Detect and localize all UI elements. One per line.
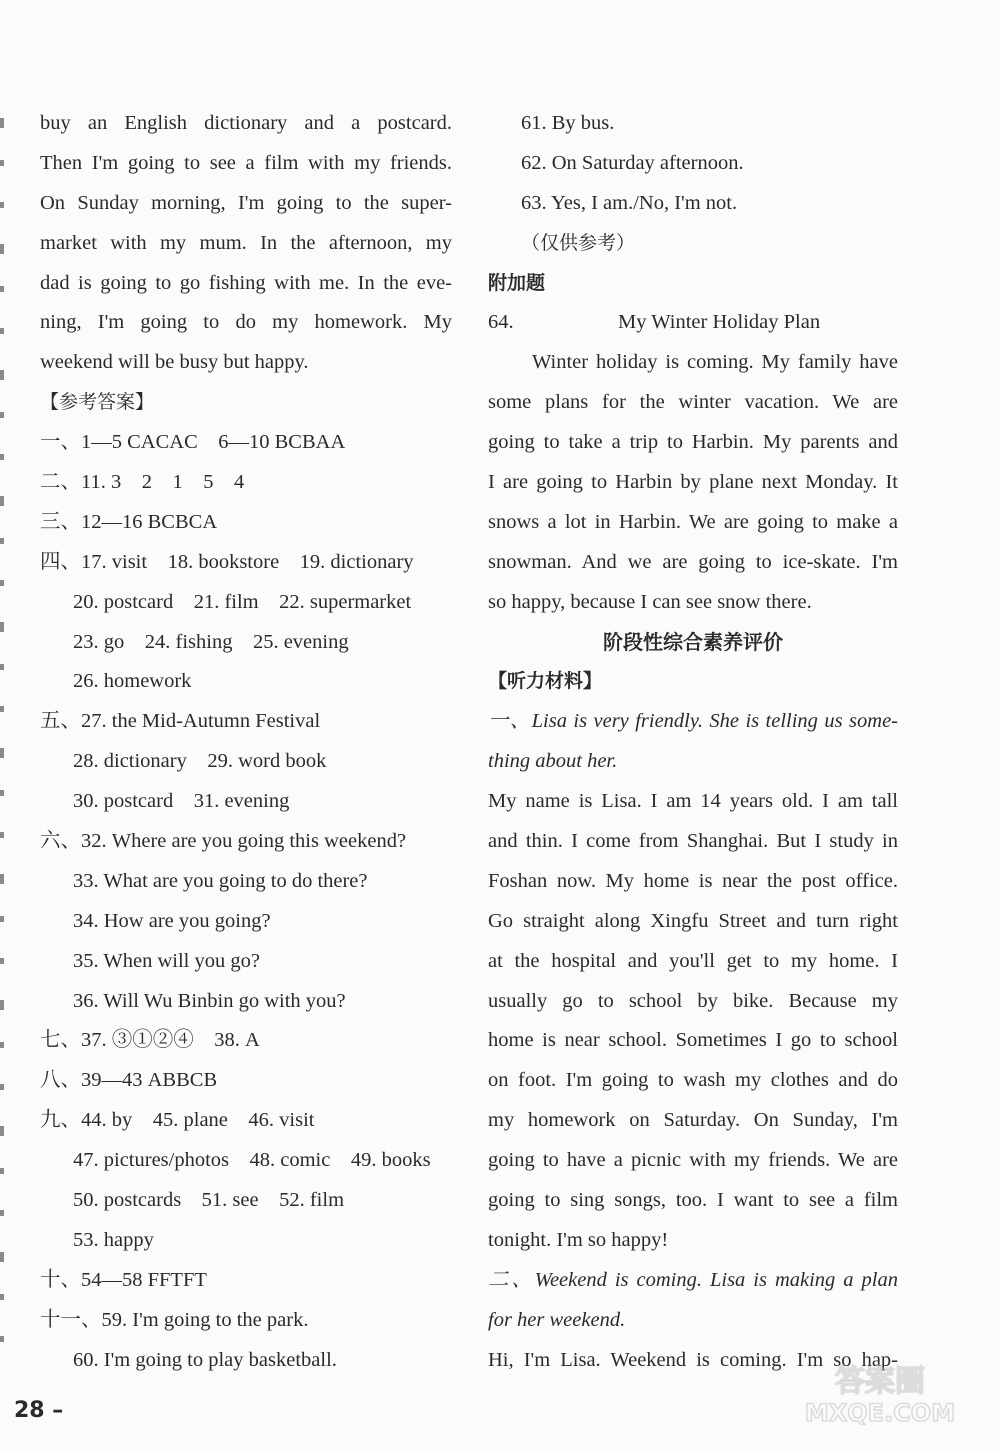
answers-continued bbox=[488, 104, 898, 303]
text-line: Go straight along Xingfu Street and turn right bbox=[488, 909, 898, 932]
essay-and-listening bbox=[488, 343, 898, 1380]
text-line: weekend will be busy but happy. bbox=[40, 351, 309, 374]
spine-tick bbox=[0, 748, 4, 758]
text-line: I are going to Harbin by plane next Monday. It bbox=[488, 471, 898, 494]
text-line: 35. When will you go? bbox=[73, 949, 260, 972]
spine-tick bbox=[0, 244, 4, 254]
essay-title: My Winter Holiday Plan bbox=[618, 311, 821, 334]
text-line: going to have a picnic with my friends. We are bbox=[488, 1149, 898, 1172]
text-line: thing about her. bbox=[488, 750, 618, 773]
text-line: and thin. I come from Shanghai. But I study in bbox=[488, 830, 898, 853]
watermark-line-2: MXQE.COM bbox=[804, 1399, 956, 1427]
text-line: 23. go 24. fishing 25. evening bbox=[73, 630, 349, 653]
watermark-line-1: 答案圈 bbox=[835, 1364, 925, 1399]
text-line: snows a lot in Harbin. We are going to make a bbox=[488, 510, 898, 533]
text-line: （仅供参考） bbox=[521, 231, 636, 254]
text-line: 【听力材料】 bbox=[488, 670, 603, 693]
text-line: 20. postcard 21. film 22. supermarket bbox=[73, 590, 412, 613]
text-line: going to sing songs, too. I want to see a film bbox=[488, 1189, 898, 1212]
text-line: 63. Yes, I am./No, I'm not. bbox=[521, 191, 738, 214]
page-number: 28 – bbox=[14, 1398, 64, 1423]
text-line: on foot. I'm going to wash my clothes and do bbox=[488, 1069, 898, 1092]
spine-tick bbox=[0, 916, 4, 922]
text-line: 50. postcards 51. see 52. film bbox=[73, 1189, 345, 1212]
spine-tick bbox=[0, 286, 4, 292]
spine-tick bbox=[0, 1000, 4, 1010]
text-line: 36. Will Wu Binbin go with you? bbox=[73, 989, 346, 1012]
spine-tick bbox=[0, 454, 4, 460]
text-line: ning, I'm going to do my homework. My bbox=[40, 311, 452, 334]
text-line: usually go to school by bike. Because my bbox=[488, 989, 898, 1012]
spine-tick bbox=[0, 328, 4, 334]
page-spine-marks bbox=[0, 110, 8, 1370]
text-line: 五、27. the Mid-Autumn Festival bbox=[40, 710, 321, 733]
text-line: 九、44. by 45. plane 46. visit bbox=[40, 1109, 315, 1132]
text-line: 一、Lisa is very friendly. She is telling us some- bbox=[488, 710, 898, 733]
spine-tick bbox=[0, 370, 4, 380]
text-line: dad is going to go fishing with me. In the eve- bbox=[40, 271, 452, 294]
spine-tick bbox=[0, 622, 4, 632]
text-line: my homework on Saturday. On Sunday, I'm bbox=[488, 1109, 898, 1132]
spine-tick bbox=[0, 706, 4, 712]
spine-tick bbox=[0, 874, 4, 884]
text-line: some plans for the winter vacation. We are bbox=[488, 391, 898, 414]
spine-tick bbox=[0, 664, 4, 670]
spine-tick bbox=[0, 1126, 4, 1136]
text-line: buy an English dictionary and a postcard. bbox=[40, 112, 452, 134]
text-line: 二、11. 3 2 1 5 4 bbox=[40, 471, 245, 494]
text-line: at the hospital and you'll get to my home. I bbox=[488, 949, 898, 972]
text-line: 附加题 bbox=[488, 271, 546, 294]
text-line: 八、39—43 ABBCB bbox=[40, 1069, 218, 1092]
essay-number: 64. bbox=[488, 311, 514, 334]
text-line: 阶段性综合素养评价 bbox=[603, 629, 783, 654]
text-line: 【参考答案】 bbox=[40, 391, 155, 414]
text-line: going to take a trip to Harbin. My parents and bbox=[488, 431, 898, 454]
spine-tick bbox=[0, 412, 4, 418]
left-column bbox=[40, 104, 452, 1381]
spine-tick bbox=[0, 1252, 4, 1262]
text-line: 26. homework bbox=[73, 670, 192, 693]
text-line: Foshan now. My home is near the post office. bbox=[488, 869, 898, 892]
text-line: 33. What are you going to do there? bbox=[73, 869, 368, 892]
text-line: 28. dictionary 29. word book bbox=[73, 750, 327, 773]
spine-tick bbox=[0, 496, 4, 506]
text-line: home is near school. Sometimes I go to school bbox=[488, 1029, 898, 1052]
text-line: Hi, I'm Lisa. Weekend is coming. I'm so hap- bbox=[488, 1348, 898, 1371]
text-line: 十一、59. I'm going to the park. bbox=[40, 1308, 309, 1331]
text-line: Then I'm going to see a film with my friends. bbox=[40, 151, 452, 174]
text-line: 47. pictures/photos 48. comic 49. books bbox=[73, 1149, 431, 1172]
text-line: so happy, because I can see snow there. bbox=[488, 590, 812, 613]
spine-tick bbox=[0, 202, 4, 208]
text-line: My name is Lisa. I am 14 years old. I am tall bbox=[488, 790, 898, 813]
text-line: 四、17. visit 18. bookstore 19. dictionary bbox=[40, 550, 414, 573]
text-line: 二、Weekend is coming. Lisa is making a plan bbox=[488, 1268, 898, 1291]
text-line: tonight. I'm so happy! bbox=[488, 1228, 669, 1251]
spine-tick bbox=[0, 580, 4, 586]
text-line: 三、12—16 BCBCA bbox=[40, 510, 218, 533]
text-line: 60. I'm going to play basketball. bbox=[73, 1348, 337, 1371]
text-line: Winter holiday is coming. My family have bbox=[532, 351, 898, 374]
spine-tick bbox=[0, 958, 4, 964]
spine-tick bbox=[0, 1042, 4, 1048]
text-line: 一、1—5 CACAC 6—10 BCBAA bbox=[40, 431, 346, 454]
text-line: 34. How are you going? bbox=[73, 909, 271, 932]
essay-title-line bbox=[488, 303, 898, 343]
watermark-logo bbox=[780, 1357, 980, 1429]
text-line: On Sunday morning, I'm going to the super- bbox=[40, 191, 452, 214]
spine-tick bbox=[0, 1210, 4, 1216]
spine-tick bbox=[0, 160, 4, 166]
text-line: 十、54—58 FFTFT bbox=[40, 1268, 207, 1291]
spine-tick bbox=[0, 790, 4, 796]
spine-tick bbox=[0, 1294, 4, 1300]
text-line: 30. postcard 31. evening bbox=[73, 790, 290, 813]
text-line: 61. By bus. bbox=[521, 112, 615, 134]
spine-tick bbox=[0, 118, 4, 128]
text-line: snowman. And we are going to ice-skate. I'm bbox=[488, 550, 898, 573]
spine-tick bbox=[0, 538, 4, 544]
text-line: 六、32. Where are you going this weekend? bbox=[40, 830, 407, 853]
text-line: market with my mum. In the afternoon, my bbox=[40, 231, 452, 254]
spine-tick bbox=[0, 1168, 4, 1174]
text-line: 62. On Saturday afternoon. bbox=[521, 151, 744, 174]
spine-tick bbox=[0, 1084, 4, 1090]
right-column bbox=[488, 104, 898, 1381]
spine-tick bbox=[0, 1336, 4, 1342]
text-line: 七、37. ③①②④ 38. A bbox=[40, 1029, 260, 1052]
text-line: 53. happy bbox=[73, 1228, 154, 1251]
spine-tick bbox=[0, 832, 4, 838]
text-line: for her weekend. bbox=[488, 1308, 626, 1331]
